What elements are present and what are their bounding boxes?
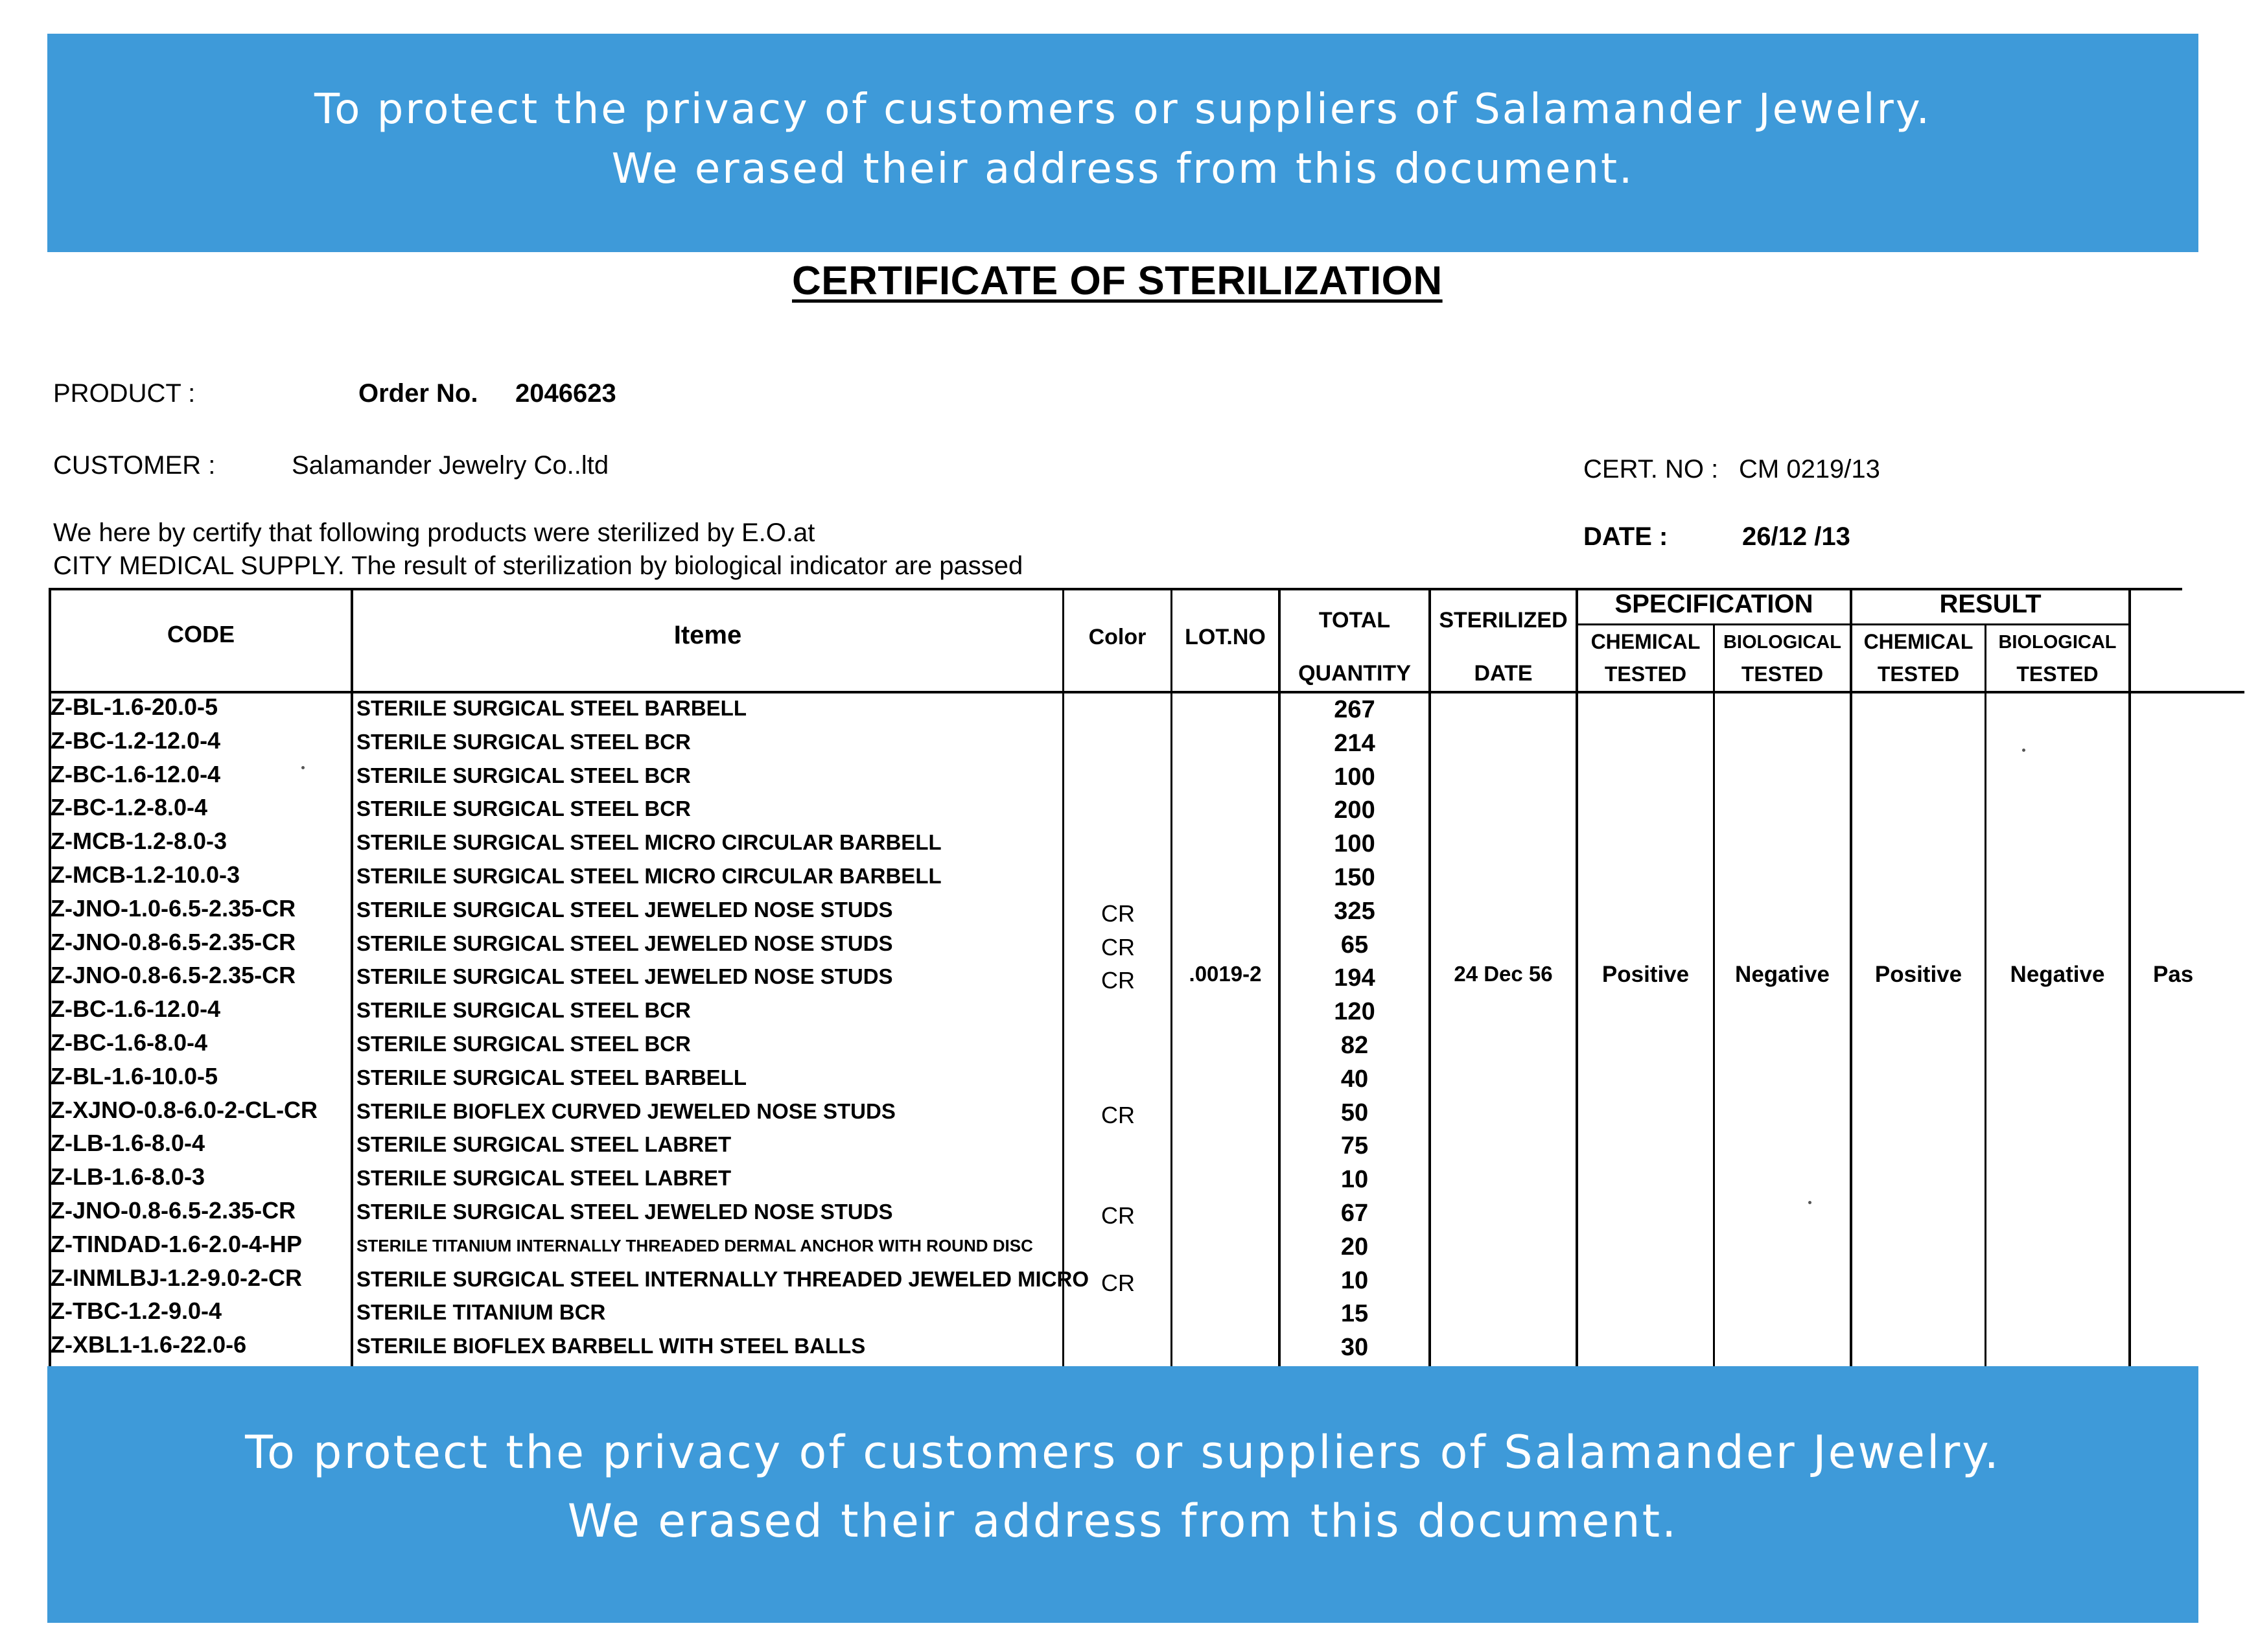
row-code: Z-JNO-1.0-6.5-2.35-CR bbox=[51, 895, 296, 922]
row-quantity: 15 bbox=[1340, 1300, 1369, 1327]
row-quantity: 67 bbox=[1340, 1200, 1369, 1227]
privacy-banner-line2: We erased their address from this document. bbox=[611, 145, 1635, 193]
row-quantity: 100 bbox=[1334, 763, 1375, 791]
table-row bbox=[0, 895, 2247, 927]
row-color: CR bbox=[1101, 1102, 1135, 1128]
row-quantity: 120 bbox=[1334, 998, 1375, 1025]
result-chemical-header: CHEMICAL bbox=[1863, 630, 1973, 653]
table-row bbox=[0, 1029, 2247, 1062]
result-chemical-tested-header: TESTED bbox=[1877, 662, 1960, 686]
row-quantity: 10 bbox=[1340, 1267, 1369, 1294]
row-code: Z-MCB-1.2-10.0-3 bbox=[51, 861, 240, 888]
col-header-result: RESULT bbox=[1939, 590, 2042, 618]
row-code: Z-JNO-0.8-6.5-2.35-CR bbox=[51, 962, 296, 988]
table-row bbox=[0, 693, 2247, 726]
row-code: Z-BC-1.2-12.0-4 bbox=[51, 727, 221, 754]
privacy-banner-top bbox=[47, 34, 2198, 252]
cert-no-label: CERT. NO : bbox=[1583, 455, 1719, 483]
lot-number: .0019-2 bbox=[1189, 962, 1262, 986]
order-label: Order No. bbox=[358, 379, 478, 408]
certificate-title: CERTIFICATE OF STERILIZATION bbox=[792, 259, 1443, 303]
spec-biological-tested-header: TESTED bbox=[1741, 662, 1824, 686]
row-quantity: 194 bbox=[1334, 964, 1375, 992]
table-row bbox=[0, 995, 2247, 1028]
row-quantity: 267 bbox=[1334, 696, 1375, 723]
product-label: PRODUCT : bbox=[53, 379, 196, 408]
table-row bbox=[0, 1163, 2247, 1196]
col-header-item: Iteme bbox=[673, 621, 742, 649]
customer-name: Salamander Jewelry Co..ltd bbox=[292, 451, 609, 480]
row-code: Z-BL-1.6-20.0-5 bbox=[51, 693, 218, 720]
spec-chemical-value: Positive bbox=[1601, 962, 1690, 987]
privacy-banner-line1: To protect the privacy of customers or suppliers of Salamander Jewelry. bbox=[314, 86, 1931, 134]
privacy-banner-bottom bbox=[47, 1366, 2198, 1623]
row-color: CR bbox=[1101, 934, 1135, 960]
result-chemical-value: Positive bbox=[1874, 962, 1962, 987]
table-row bbox=[0, 727, 2247, 760]
col-header-sterilized: STERILIZED bbox=[1439, 608, 1568, 633]
row-quantity: 325 bbox=[1334, 898, 1375, 925]
table-row bbox=[0, 1297, 2247, 1330]
row-color: CR bbox=[1101, 1270, 1135, 1296]
row-color: CR bbox=[1101, 1202, 1135, 1229]
row-code: Z-BL-1.6-10.0-5 bbox=[51, 1063, 218, 1089]
row-code: Z-BC-1.6-8.0-4 bbox=[51, 1029, 208, 1056]
col-header-quantity: QUANTITY bbox=[1298, 661, 1411, 686]
row-quantity: 150 bbox=[1334, 864, 1375, 891]
table-row bbox=[0, 1231, 2247, 1263]
statement-line2: CITY MEDICAL SUPPLY. The result of sterilization by biological indicator are passed bbox=[53, 552, 1023, 580]
cert-no-value: CM 0219/13 bbox=[1739, 455, 1880, 483]
order-number: 2046623 bbox=[515, 379, 616, 408]
row-quantity: 40 bbox=[1340, 1065, 1369, 1093]
privacy-banner-line1: To protect the privacy of customers or suppliers of Salamander Jewelry. bbox=[245, 1426, 2001, 1479]
row-quantity: 50 bbox=[1340, 1099, 1369, 1126]
result-biological-header: BIOLOGICAL bbox=[1998, 632, 2117, 653]
row-quantity: 200 bbox=[1334, 797, 1375, 824]
statement-line1: We here by certify that following products were sterilized by E.O.at bbox=[53, 518, 815, 547]
row-code: Z-LB-1.6-8.0-4 bbox=[51, 1130, 205, 1156]
row-item: STERILE SURGICAL STEEL BCR bbox=[356, 763, 691, 787]
table-row bbox=[0, 1063, 2247, 1095]
row-color: CR bbox=[1101, 967, 1135, 994]
row-item: STERILE SURGICAL STEEL JEWELED NOSE STUDS bbox=[356, 964, 893, 988]
row-item: STERILE SURGICAL STEEL JEWELED NOSE STUDS bbox=[356, 898, 893, 922]
table-row bbox=[0, 1197, 2247, 1229]
customer-label: CUSTOMER : bbox=[53, 451, 216, 480]
row-item: STERILE TITANIUM BCR bbox=[356, 1300, 606, 1324]
col-header-total: TOTAL bbox=[1318, 608, 1391, 633]
row-code: Z-LB-1.6-8.0-3 bbox=[51, 1163, 205, 1190]
row-color: CR bbox=[1101, 900, 1135, 927]
row-code: Z-BC-1.2-8.0-4 bbox=[51, 794, 208, 820]
row-quantity: 82 bbox=[1340, 1032, 1369, 1059]
row-item: STERILE SURGICAL STEEL BARBELL bbox=[356, 696, 747, 720]
row-quantity: 65 bbox=[1340, 931, 1369, 959]
row-item: STERILE TITANIUM INTERNALLY THREADED DERMAL ANCHOR WITH ROUND DISC bbox=[356, 1236, 1033, 1255]
row-item: STERILE SURGICAL STEEL LABRET bbox=[356, 1166, 732, 1190]
spec-biological-header: BIOLOGICAL bbox=[1723, 632, 1842, 653]
row-quantity: 10 bbox=[1340, 1166, 1369, 1193]
row-code: Z-TINDAD-1.6-2.0-4-HP bbox=[51, 1231, 303, 1257]
table-row bbox=[0, 1130, 2247, 1162]
table-row bbox=[0, 1331, 2247, 1364]
row-item: STERILE SURGICAL STEEL BARBELL bbox=[356, 1065, 747, 1089]
row-quantity: 30 bbox=[1340, 1334, 1369, 1361]
row-item: STERILE BIOFLEX CURVED JEWELED NOSE STUDS bbox=[356, 1099, 896, 1123]
result-biological-value: Negative bbox=[2010, 962, 2105, 987]
row-item: STERILE SURGICAL STEEL MICRO CIRCULAR BARBELL bbox=[356, 864, 942, 888]
row-code: Z-MCB-1.2-8.0-3 bbox=[51, 828, 227, 854]
row-item: STERILE BIOFLEX BARBELL WITH STEEL BALLS bbox=[356, 1334, 866, 1358]
spec-biological-value: Negative bbox=[1735, 962, 1830, 987]
col-header-sterilized-date: DATE bbox=[1474, 661, 1533, 686]
row-item: STERILE SURGICAL STEEL BCR bbox=[356, 797, 691, 820]
row-code: Z-TBC-1.2-9.0-4 bbox=[51, 1297, 222, 1324]
table-row bbox=[0, 828, 2247, 860]
table-row bbox=[0, 929, 2247, 961]
row-item: STERILE SURGICAL STEEL MICRO CIRCULAR BARBELL bbox=[356, 830, 942, 854]
col-header-specification: SPECIFICATION bbox=[1614, 590, 1813, 618]
row-item: STERILE SURGICAL STEEL BCR bbox=[356, 730, 691, 754]
row-item: STERILE SURGICAL STEEL LABRET bbox=[356, 1132, 732, 1156]
table-row bbox=[0, 1097, 2247, 1129]
row-code: Z-BC-1.6-12.0-4 bbox=[51, 995, 221, 1022]
table-row bbox=[0, 1264, 2247, 1297]
row-code: Z-XJNO-0.8-6.0-2-CL-CR bbox=[51, 1097, 318, 1123]
col-header-color: Color bbox=[1088, 625, 1147, 649]
col-header-lot: LOT.NO bbox=[1185, 625, 1266, 649]
final-result-value: Pas bbox=[2153, 962, 2194, 987]
row-code: Z-XBL1-1.6-22.0-6 bbox=[51, 1331, 247, 1358]
row-item: STERILE SURGICAL STEEL BCR bbox=[356, 1032, 691, 1056]
row-quantity: 75 bbox=[1340, 1132, 1369, 1159]
table-row bbox=[0, 861, 2247, 894]
row-quantity: 100 bbox=[1334, 830, 1375, 857]
row-item: STERILE SURGICAL STEEL JEWELED NOSE STUDS bbox=[356, 931, 893, 955]
result-biological-tested-header: TESTED bbox=[2016, 662, 2099, 686]
spec-chemical-tested-header: TESTED bbox=[1604, 662, 1687, 686]
row-item: STERILE SURGICAL STEEL JEWELED NOSE STUDS bbox=[356, 1200, 893, 1224]
spec-chemical-header: CHEMICAL bbox=[1590, 630, 1701, 653]
sterilized-date: 24 Dec 56 bbox=[1454, 962, 1553, 986]
col-header-code: CODE bbox=[167, 621, 235, 647]
date-value: 26/12 /13 bbox=[1742, 522, 1850, 551]
row-quantity: 214 bbox=[1334, 730, 1375, 757]
row-code: Z-JNO-0.8-6.5-2.35-CR bbox=[51, 929, 296, 955]
table-row bbox=[0, 794, 2247, 826]
row-code: Z-INMLBJ-1.2-9.0-2-CR bbox=[51, 1264, 303, 1291]
row-item: STERILE SURGICAL STEEL BCR bbox=[356, 998, 691, 1022]
row-code: Z-JNO-0.8-6.5-2.35-CR bbox=[51, 1197, 296, 1224]
table-row bbox=[0, 761, 2247, 793]
row-quantity: 20 bbox=[1340, 1233, 1369, 1261]
date-label: DATE : bbox=[1583, 522, 1668, 551]
row-code: Z-BC-1.6-12.0-4 bbox=[51, 761, 221, 787]
privacy-banner-line2: We erased their address from this document. bbox=[567, 1495, 1679, 1548]
row-item: STERILE SURGICAL STEEL INTERNALLY THREADED JEWELED MICRO bbox=[356, 1267, 1089, 1291]
